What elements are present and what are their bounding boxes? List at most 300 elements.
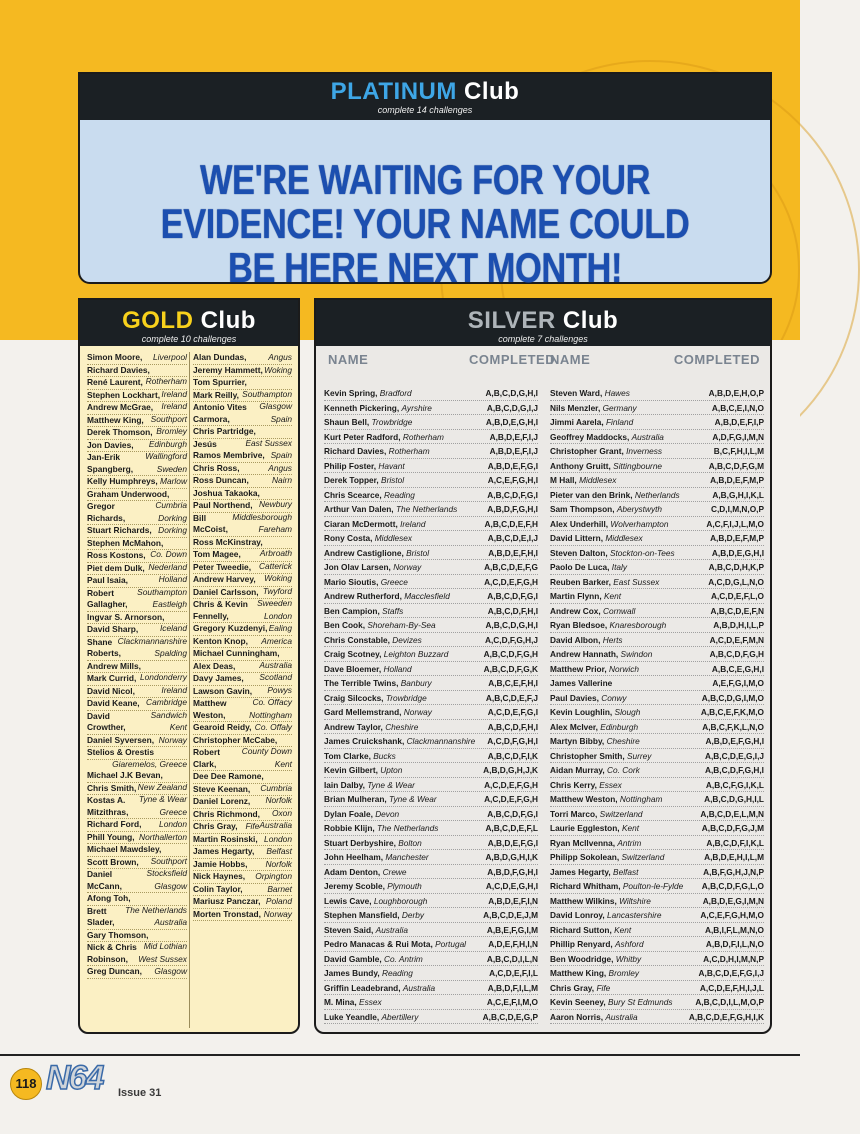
silver-member-completed: A,B,G,H,I,K,L xyxy=(712,489,764,500)
silver-member-name-cell xyxy=(550,531,643,545)
silver-member-completed: A,B,C,D,F,I,K xyxy=(487,750,538,761)
silver-member-row xyxy=(550,444,764,459)
silver-member-completed: A,B,D,F,I,L,N,O xyxy=(705,939,764,949)
silver-member-row xyxy=(324,995,538,1010)
gold-member-name: Nick & Chris Robinson, xyxy=(87,942,137,964)
silver-member-name-cell xyxy=(550,937,644,951)
silver-member-location: Co. Cork xyxy=(607,765,640,775)
gold-member-name: Scott Brown, xyxy=(87,856,139,867)
gold-member-name: Chris Gray, xyxy=(193,821,238,831)
silver-member-completed: A,C,D,E,F,M,N xyxy=(709,634,764,645)
silver-member-name: Philipp Sokolean, xyxy=(550,852,620,862)
gold-member-location: Giaremelos, Greece xyxy=(112,758,187,769)
silver-member-location: Ashford xyxy=(615,939,644,949)
silver-member-name-cell xyxy=(550,546,675,560)
silver-member-completed: A,B,D,G,H,J,K xyxy=(483,765,538,775)
gold-member xyxy=(87,819,187,832)
silver-member-location: Ireland xyxy=(400,518,426,529)
gold-member-location: Londonderry xyxy=(139,672,187,682)
silver-member-row xyxy=(550,604,764,619)
silver-member-name-cell xyxy=(550,908,661,922)
gold-member-name: Kenton Knop, xyxy=(193,635,248,646)
gold-member-location: Holland xyxy=(158,574,187,584)
silver-member-location: Wolverhampton xyxy=(610,518,669,529)
silver-member-row xyxy=(324,531,538,546)
silver-member-location: Knaresborough xyxy=(609,620,667,630)
silver-member-completed: A,C,D,E,F,I,L xyxy=(489,968,538,978)
silver-club-panel xyxy=(314,298,772,1034)
silver-member-location: Portugal xyxy=(435,939,467,949)
silver-member-completed: A,C,F,I,J,L,M,O xyxy=(706,518,764,529)
silver-member-name: David Albon, xyxy=(550,634,601,645)
gold-member-name: Paul Isaia, xyxy=(87,575,128,585)
gold-member-name: Stuart Richards, xyxy=(87,525,152,535)
silver-member-location: Antrim xyxy=(617,837,642,848)
silver-member-location: The Netherlands xyxy=(377,823,439,833)
silver-member-name-cell xyxy=(324,821,438,835)
gold-member-name: Alex Deas, xyxy=(193,660,236,671)
silver-member-name-cell xyxy=(550,647,652,661)
silver-member-name: Alex McIver, xyxy=(550,721,598,732)
silver-member-completed: A,B,F,G,H,J,N,P xyxy=(703,866,764,877)
silver-member-completed: A,B,C,D,F,G,J,M xyxy=(701,823,764,833)
page-number: 118 xyxy=(10,1068,42,1100)
silver-member-name: James Cruickshank, xyxy=(324,736,405,746)
silver-member-name-cell xyxy=(550,1010,638,1024)
silver-member-row xyxy=(324,560,538,575)
silver-member-row xyxy=(324,952,538,967)
gold-member-location: Stocksfield xyxy=(146,868,187,878)
silver-member-name: Matthew Weston, xyxy=(550,794,618,804)
silver-member-completed: A,B,C,D,I,L,M,O,P xyxy=(695,997,764,1007)
silver-member-row xyxy=(550,430,764,445)
silver-member-row xyxy=(550,879,764,894)
gold-member-name: Brett Slader, xyxy=(87,905,115,927)
silver-member-row xyxy=(324,720,538,735)
silver-member-location: Italy xyxy=(611,562,628,572)
silver-member-row xyxy=(550,459,764,474)
silver-member-name: Mario Sioutis, xyxy=(324,576,379,587)
header-completed-right: COMPLETED xyxy=(673,352,760,367)
gold-member-location: Ireland xyxy=(161,684,187,695)
silver-member-name: Dylan Foale, xyxy=(324,808,373,819)
silver-member-location: Shoreham-By-Sea xyxy=(367,620,436,630)
silver-member-completed: A,B,D,F,I,L,M xyxy=(487,982,538,993)
silver-member-location: Aberystwyth xyxy=(616,504,663,514)
silver-member-name: Steven Ward, xyxy=(550,388,603,398)
gold-member-location: Wallingford xyxy=(145,451,187,461)
gold-member-location: Australia xyxy=(259,659,292,670)
silver-member-name-cell xyxy=(324,676,432,690)
silver-member-row xyxy=(550,981,764,996)
silver-member-location: Plymouth xyxy=(387,881,422,891)
silver-member-row xyxy=(550,517,764,532)
silver-member-name-cell xyxy=(550,705,640,719)
silver-member-name-cell xyxy=(324,604,403,618)
silver-member-row xyxy=(324,589,538,604)
gold-member-location: Kent xyxy=(274,758,292,769)
gold-member-location: Barnet xyxy=(267,883,292,894)
silver-member-location: Banbury xyxy=(400,678,432,688)
silver-member-row xyxy=(550,633,764,648)
silver-member-completed: A,B,D,F,G,H,I xyxy=(487,866,538,877)
silver-member-completed: A,B,C,D,F,G,H xyxy=(709,649,764,659)
gold-member-name: Jon Davies, xyxy=(87,439,134,450)
silver-member-completed: A,C,D,E,F,L,O xyxy=(710,591,764,601)
silver-member-completed: A,B,D,E,F,I,N xyxy=(488,895,538,906)
gold-member-name: Andrew Harvey, xyxy=(193,574,256,584)
silver-member-name-cell xyxy=(324,575,408,589)
silver-member-name-cell xyxy=(324,879,422,893)
gold-member-name: Morten Tronstad, xyxy=(193,908,261,919)
gold-member-location: Dorking xyxy=(158,512,187,523)
gold-member-location: Glasgow xyxy=(154,880,187,891)
silver-member-name-cell xyxy=(324,792,437,806)
gold-member-location: Sweeden xyxy=(257,598,292,608)
header-completed-left: COMPLETED xyxy=(469,352,556,367)
gold-member-location: Scotland xyxy=(259,672,292,682)
silver-member-location: Switzerland xyxy=(621,852,665,862)
silver-member-name: Jimmi Aarela, xyxy=(550,417,604,427)
silver-member-name: Pieter van den Brink, xyxy=(550,489,633,500)
silver-member-name-cell xyxy=(550,560,627,574)
silver-member-completed: A,B,D,E,F,I,J xyxy=(489,431,538,442)
gold-member-name: Derek Thomson, xyxy=(87,427,153,437)
gold-member-name: Stephen Lockhart, xyxy=(87,389,161,400)
gold-member-location: Orpington xyxy=(255,871,292,881)
gold-member xyxy=(87,735,187,748)
silver-member-completed: A,B,I,F,L,M,N,O xyxy=(705,924,764,935)
silver-member-name-cell xyxy=(324,995,382,1009)
gold-member-name: Martin Rosinski, xyxy=(193,833,258,844)
gold-member-location: Marlow xyxy=(160,476,187,486)
gold-member-name: Richard Ford, xyxy=(87,819,142,829)
silver-member-completed: A,C,D,E,F,G,H xyxy=(484,576,538,587)
silver-column-headers xyxy=(324,352,762,370)
silver-member-name-cell xyxy=(324,865,407,879)
silver-member-completed: A,B,C,E,I,N,O xyxy=(711,402,764,413)
silver-member-name: Andrew Castiglione, xyxy=(324,547,404,558)
gold-member xyxy=(193,352,292,365)
silver-member-location: Germany xyxy=(602,402,637,413)
gold-member-name: Gregor Richards, xyxy=(87,501,126,523)
silver-member-name-cell xyxy=(324,662,412,676)
silver-member-completed: A,B,D,E,F,G,I xyxy=(487,837,538,848)
silver-header xyxy=(316,300,770,346)
silver-member-location: Devizes xyxy=(392,634,422,645)
silver-member-completed: A,C,D,E,G,H,I xyxy=(485,881,538,891)
silver-member-location: East Sussex xyxy=(613,576,660,587)
silver-member-name-cell xyxy=(324,430,444,444)
silver-member-completed: A,B,C,D,G,I,J xyxy=(486,402,538,413)
silver-member-completed: A,B,D,E,G,I,M,N xyxy=(702,895,764,906)
gold-member-name: Piet dem Dulk, xyxy=(87,562,145,573)
gold-member-location: Spain xyxy=(270,450,292,460)
silver-member-row xyxy=(550,923,764,938)
silver-member-row xyxy=(550,705,764,720)
silver-member-name: Kurt Peter Radford, xyxy=(324,431,401,442)
silver-member-completed: A,D,F,G,I,M,N xyxy=(712,431,764,442)
silver-title-rest: Club xyxy=(562,307,619,334)
header-name-left: NAME xyxy=(328,352,369,367)
silver-member-location: Norway xyxy=(393,562,422,572)
silver-member-completed: A,C,E,F,G,H,I xyxy=(487,475,538,485)
gold-member-name: Mark Currid, xyxy=(87,673,137,683)
silver-member-completed: A,B,E,F,G,I,M xyxy=(486,924,538,935)
gold-member-location: Angus xyxy=(268,352,292,362)
silver-member-location: Kent xyxy=(614,924,632,935)
silver-member-name: Andrew Cox, xyxy=(550,605,601,616)
silver-member-location: Bucks xyxy=(373,750,396,761)
silver-member-name-cell xyxy=(324,618,436,632)
silver-member-completed: A,B,C,D,G,H,I xyxy=(485,620,538,630)
silver-member-completed: A,B,C,D,F,H,I xyxy=(487,721,538,732)
silver-member-location: Middlesex xyxy=(605,533,643,543)
silver-member-location: Switzerland xyxy=(599,808,643,819)
silver-member-name-cell xyxy=(324,836,422,850)
silver-member-name-cell xyxy=(550,952,641,966)
silver-column-left xyxy=(324,386,544,1024)
silver-member-name-cell xyxy=(324,966,413,980)
gold-column-right xyxy=(189,352,294,1028)
silver-member-name-cell xyxy=(550,734,640,748)
silver-member-completed: A,B,C,D,G,I,M,O xyxy=(701,692,764,703)
silver-member-name: Richard Sutton, xyxy=(550,924,612,935)
silver-member-row xyxy=(550,488,764,503)
silver-member-row xyxy=(324,1010,538,1025)
gold-member-location: Angus xyxy=(268,462,292,473)
silver-member-location: Havant xyxy=(378,460,405,471)
silver-member-name-cell xyxy=(324,546,429,560)
silver-member-name: Kevin Gilbert, xyxy=(324,765,378,775)
silver-member-row xyxy=(550,531,764,546)
gold-member-name: Kelly Humphreys, xyxy=(87,476,158,486)
silver-member-location: Middlesex xyxy=(579,475,617,485)
silver-member-location: Crewe xyxy=(382,866,407,877)
silver-member-name: Ciaran McDermott, xyxy=(324,518,398,529)
silver-member-name: Shaun Bell, xyxy=(324,417,370,427)
gold-member-name: Chris Partridge, xyxy=(193,426,256,436)
silver-member-row xyxy=(324,865,538,880)
gold-member-location: Norway xyxy=(158,734,187,745)
gold-member-location: London xyxy=(159,819,187,829)
silver-member-completed: A,B,C,D,F,G,K xyxy=(483,663,538,674)
silver-member-completed: A,B,D,F,G,H,I xyxy=(487,504,538,514)
silver-member-location: Netherlands xyxy=(634,489,680,500)
silver-member-name: Chris Gray, xyxy=(550,982,595,993)
silver-member-location: Whitby xyxy=(615,953,642,964)
silver-member-name: James Hegarty, xyxy=(550,866,611,877)
silver-member-name: Kevin Loughlin, xyxy=(550,707,613,717)
silver-member-name: Ben Woodridge, xyxy=(550,953,614,964)
gold-member xyxy=(193,636,292,649)
silver-member-completed: A,E,F,G,I,M,O xyxy=(712,678,764,688)
gold-member xyxy=(193,623,292,636)
silver-member-name-cell xyxy=(324,473,404,487)
silver-member-name: Chris Scearce, xyxy=(324,489,382,500)
gold-member-location: Liverpool xyxy=(153,352,187,362)
silver-member-name: Christopher Smith, xyxy=(550,750,625,761)
gold-member-location: Ealing xyxy=(268,623,292,633)
silver-member-name-cell xyxy=(324,923,408,937)
gold-member-location: Oxon xyxy=(271,807,292,818)
gold-member-location: Twyford xyxy=(262,585,292,596)
gold-member-name: Jesús Ramos Membrive, xyxy=(193,438,265,460)
silver-member-row xyxy=(324,807,538,822)
platinum-title xyxy=(80,80,770,104)
gold-member-location: Southampton xyxy=(242,388,292,399)
gold-member-location: Catterick xyxy=(258,560,292,571)
silver-member-completed: B,C,F,H,I,L,M xyxy=(713,446,764,456)
silver-member-name: David Lonroy, xyxy=(550,910,605,920)
silver-member-name-cell xyxy=(324,459,405,473)
silver-member-location: Herts xyxy=(602,634,623,645)
gold-member-name: Simon Moore, xyxy=(87,352,143,362)
silver-member-name-cell xyxy=(550,981,610,995)
silver-member-name: Kevin Seeney, xyxy=(550,997,606,1007)
gold-member-name: Mariusz Panczar, xyxy=(193,896,261,906)
silver-member-location: Manchester xyxy=(385,852,429,862)
gold-member-location: Dorking xyxy=(158,525,187,535)
silver-member-name-cell xyxy=(550,749,651,763)
issue-label: Issue 31 xyxy=(118,1087,162,1099)
silver-member-completed: A,B,C,D,E,F,H xyxy=(484,518,538,529)
gold-member-name: David Keane, xyxy=(87,698,140,708)
gold-member-name: Chris Ross, xyxy=(193,462,240,473)
silver-member-location: Essex xyxy=(359,997,382,1007)
silver-member-location: Trowbridge xyxy=(385,692,427,703)
gold-member-location: Clackmannanshire xyxy=(117,635,187,646)
silver-member-name: Chris Kerry, xyxy=(550,779,597,790)
silver-member-location: Co. Antrim xyxy=(383,953,423,964)
silver-member-name: Brian Mulheran, xyxy=(324,794,387,804)
silver-member-row xyxy=(324,633,538,648)
silver-member-name-cell xyxy=(324,763,402,777)
silver-member-location: Middlesex xyxy=(374,533,413,543)
silver-member-name: Steven Dalton, xyxy=(550,547,608,558)
gold-member-name: Davy James, xyxy=(193,673,244,683)
silver-member-name-cell xyxy=(324,691,427,705)
silver-member-location: Derby xyxy=(401,910,425,920)
silver-member-name-cell xyxy=(324,589,450,603)
gold-member xyxy=(87,525,187,538)
silver-member-row xyxy=(550,1010,764,1025)
silver-member-row xyxy=(324,415,538,430)
gold-member xyxy=(193,884,292,897)
gold-member-name: Michael J.K Bevan, xyxy=(87,770,163,780)
silver-member-name-cell xyxy=(324,517,425,531)
silver-member-name: Tom Clarke, xyxy=(324,750,371,761)
silver-title xyxy=(316,309,770,333)
silver-member-name-cell xyxy=(550,850,664,864)
silver-member-location: Lancastershire xyxy=(607,910,662,920)
silver-member-row xyxy=(550,546,764,561)
silver-member-completed: A,B,D,E,G,H,I xyxy=(711,547,764,558)
silver-member-location: Abertillery xyxy=(381,1011,419,1022)
silver-member-name: Andrew Taylor, xyxy=(324,721,383,732)
gold-member-name: Christopher McCabe, xyxy=(193,734,278,745)
silver-member-name: Reuben Barker, xyxy=(550,576,611,587)
silver-member-name: Gard Mellemstrand, xyxy=(324,707,402,717)
silver-member-completed: A,B,C,F,G,I,K,L xyxy=(705,779,764,790)
silver-member-name-cell xyxy=(550,792,662,806)
silver-member-name-cell xyxy=(324,952,423,966)
gold-member-name: Paul Northend, xyxy=(193,500,253,510)
silver-member-location: Essex xyxy=(599,779,622,790)
silver-member-row xyxy=(550,662,764,677)
silver-member-name-cell xyxy=(550,836,641,850)
silver-member-completed: A,B,C,D,I,L,N xyxy=(486,953,538,964)
silver-member-completed: A,C,D,F,G,H,J xyxy=(484,634,538,645)
silver-member-name: David Gamble, xyxy=(324,953,382,964)
silver-member-name-cell xyxy=(324,705,432,719)
silver-member-name: Matthew Prior, xyxy=(550,663,607,674)
silver-member-name-cell xyxy=(550,778,622,792)
gold-member-location: Southampton xyxy=(137,586,187,597)
silver-member-row xyxy=(324,908,538,923)
gold-list xyxy=(84,352,294,1028)
silver-member-location: Greece xyxy=(380,576,408,587)
silver-member-name: Robbie Klijn, xyxy=(324,823,375,833)
silver-member-name: Paul Davies, xyxy=(550,692,599,703)
gold-member-location: Nederland xyxy=(148,561,187,572)
silver-member-name: Anthony Gruitt, xyxy=(550,460,611,471)
silver-member-completed: A,B,C,F,K,L,N,O xyxy=(702,721,764,732)
silver-member-row xyxy=(324,386,538,401)
gold-title-rest: Club xyxy=(200,307,256,334)
gold-member-name: Jeremy Hammett, xyxy=(193,364,263,375)
platinum-subtitle: complete 14 challenges xyxy=(377,105,473,115)
silver-member-name-cell xyxy=(324,560,421,574)
gold-member-name: Chris Richmond, xyxy=(193,808,261,819)
silver-member-location: Kent xyxy=(603,591,622,601)
silver-member-row xyxy=(550,894,764,909)
gold-member xyxy=(87,929,187,951)
gold-member-location: Middlesborough xyxy=(232,511,292,522)
silver-member-completed: A,B,D,E,F,M,P xyxy=(710,533,764,543)
silver-member-location: Fife xyxy=(596,982,611,993)
gold-member-location: Spalding xyxy=(154,648,187,658)
silver-member-location: Bolton xyxy=(398,837,422,848)
silver-member-completed: A,B,D,E,F,G,H,I xyxy=(705,736,764,746)
silver-member-row xyxy=(550,560,764,575)
silver-member-name: Luke Yeandle, xyxy=(324,1011,380,1022)
silver-member-name: Ryan Bledsoe, xyxy=(550,620,608,630)
silver-member-location: Edinburgh xyxy=(600,721,639,732)
silver-member-completed: A,B,D,H,I,L,P xyxy=(713,620,764,630)
silver-member-name-cell xyxy=(550,589,621,603)
gold-member-location: Belfast xyxy=(266,846,292,856)
silver-member-name-cell xyxy=(550,415,633,429)
silver-member-location: Cornwall xyxy=(603,605,636,616)
gold-member-location: Edinburgh xyxy=(148,438,187,449)
silver-member-row xyxy=(550,473,764,488)
silver-member-row xyxy=(550,676,764,691)
silver-member-name: Richard Davies, xyxy=(324,446,387,456)
gold-member-location: Eastleigh xyxy=(152,599,187,609)
gold-member-location: London xyxy=(264,610,292,621)
silver-member-name: Steven Said, xyxy=(324,924,374,935)
silver-member-name: Philip Foster, xyxy=(324,460,377,471)
gold-member-location: New Zealand xyxy=(137,781,187,792)
silver-member-name: Jon Olav Larsen, xyxy=(324,562,391,572)
gold-member xyxy=(87,893,187,915)
silver-member-completed: A,B,C,D,E,G,P xyxy=(482,1011,538,1022)
gold-member-name: Chris Smith, xyxy=(87,782,137,793)
silver-column-right xyxy=(544,386,764,1024)
gold-member-name: Phill Young, xyxy=(87,831,135,842)
silver-member-row xyxy=(324,575,538,590)
